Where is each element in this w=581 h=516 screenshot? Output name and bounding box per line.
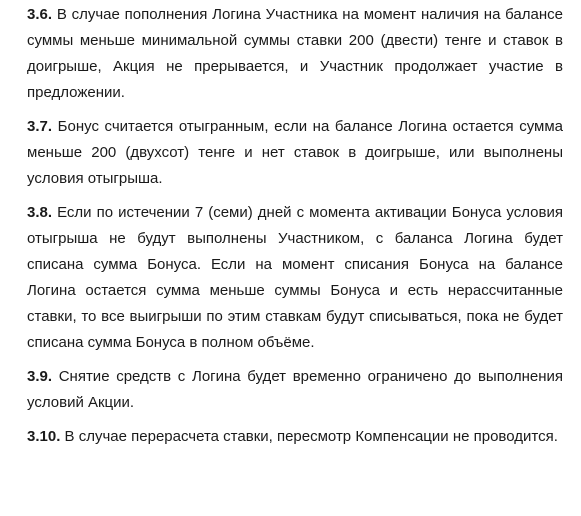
clause-3-6: [27, 2, 563, 106]
clause-text: В случае перерасчета ставки, пересмотр Компенсации не проводится.: [64, 428, 558, 445]
clause-3-7: [27, 114, 563, 192]
clause-3-9: [27, 364, 563, 416]
clause-number: 3.6.: [27, 6, 53, 23]
clause-text: В случае пополнения Логина Участника на момент наличия на балансе суммы меньше минимальной суммы ставки 200 (двести) тенге и ставок в доигрыше, Акция не прерывается, и Участник продолжает участие в предложении.: [27, 6, 563, 101]
clause-3-8: [27, 200, 563, 356]
clause-number: 3.8.: [27, 204, 53, 221]
clause-text: Снятие средств с Логина будет временно ограничено до выполнения условий Акции.: [27, 368, 563, 411]
clause-number: 3.9.: [27, 368, 53, 385]
clause-text: Если по истечении 7 (семи) дней с момента активации Бонуса условия отыгрыша не будут выполнены Участником, с баланса Логина будет списана сумма Бонуса. Если на момент списания Бонуса на балансе Логина остается сумма меньше суммы Бонуса и есть нерассчитанные ставки, то все выигрыши по этим ставкам будут списываться, пока не будет списана сумма Бонуса в полном объёме.: [27, 204, 563, 351]
clause-number: 3.10.: [27, 428, 61, 445]
clause-number: 3.7.: [27, 118, 53, 135]
clause-text: Бонус считается отыгранным, если на балансе Логина остается сумма меньше 200 (двухсот) тенге и нет ставок в доигрыше, или выполнены условия отыгрыша.: [27, 118, 564, 187]
clause-3-10: [27, 424, 563, 450]
